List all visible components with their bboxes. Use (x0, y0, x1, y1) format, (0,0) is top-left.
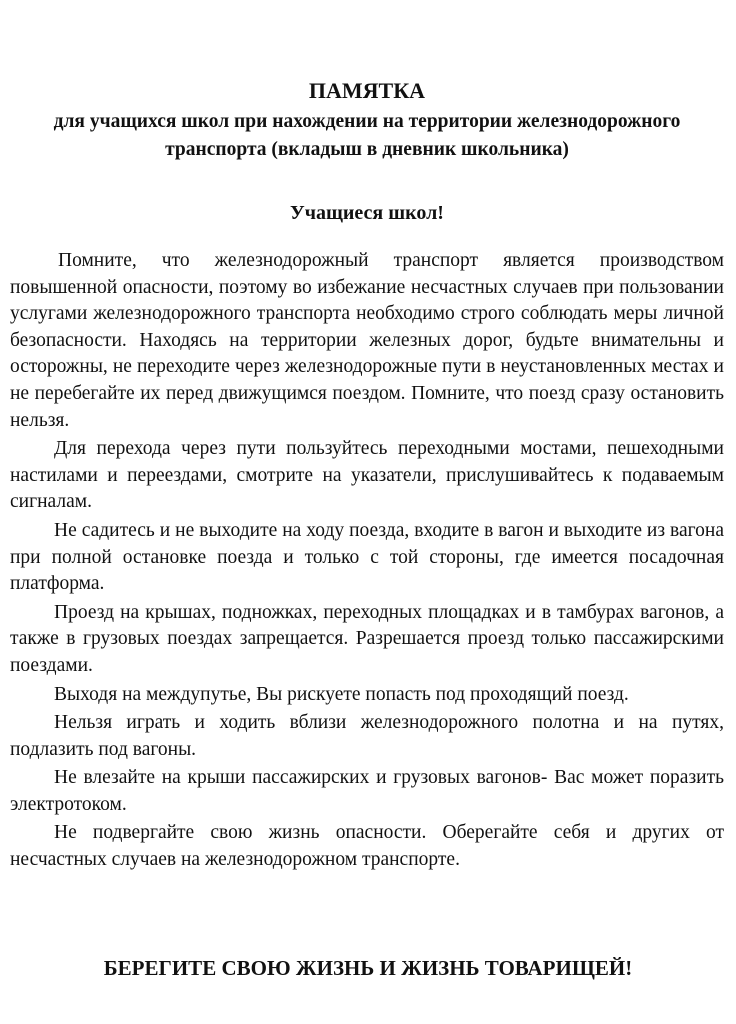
paragraph-riding: Проезд на крышах, подножках, переходных площадках и в тамбурах вагонов, а также в грузовых поездах запрещается. Разрешается проезд только пассажирскими поездами. (10, 601, 724, 676)
memo-subtitle: для учащихся школ при нахождении на территории железнодорожного транспорта (вкладыш в дневник школьника) (53, 111, 681, 160)
paragraph-playing: Нельзя играть и ходить вблизи железнодорожного полотна и на путях, подлазить под вагоны. (10, 712, 724, 760)
paragraph-electric-shock: Не влезайте на крыши пассажирских и грузовых вагонов- Вас может поразить электротоком. (10, 767, 724, 815)
paragraph-danger-warning: Помните, что железнодорожный транспорт является производством повышенной опасности, поэтому во избежание несчастных случаев при пользовании услугами железнодорожного транспорта необходимо строго соблюдать меры личной безопасности. Находясь на территории железных дорог, будьте внимательны и осторожны, не переходите через железнодорожные пути в неустановленных местах и не перебегайте их перед движущимся поездом. Помните, что поезд сразу остановить нельзя. (10, 250, 724, 431)
paragraph-crossing: Для перехода через пути пользуйтесь переходными мостами, пешеходными настилами и переездами, смотрите на указатели, прислушивайтесь к подаваемым сигналам. (10, 438, 724, 513)
greeting-heading: Учащиеся школ! (290, 202, 444, 224)
paragraph-between-tracks: Выходя на междупутье, Вы рискуете попасть под проходящий поезд. (54, 683, 629, 705)
paragraph-boarding: Не садитесь и не выходите на ходу поезда, входите в вагон и выходите из вагона при полной остановке поезда и только с той стороны, где имеется посадочная платформа. (10, 519, 724, 595)
memo-body (10, 248, 724, 874)
memo-title: ПАМЯТКА (308, 78, 426, 103)
closing-slogan: БЕРЕГИТЕ СВОЮ ЖИЗНЬ И ЖИЗНЬ ТОВАРИЩЕЙ! (103, 956, 633, 980)
paragraph-conclusion: Не подвергайте свою жизнь опасности. Оберегайте себя и других от несчастных случаев на железнодорожном транспорте. (10, 822, 724, 871)
